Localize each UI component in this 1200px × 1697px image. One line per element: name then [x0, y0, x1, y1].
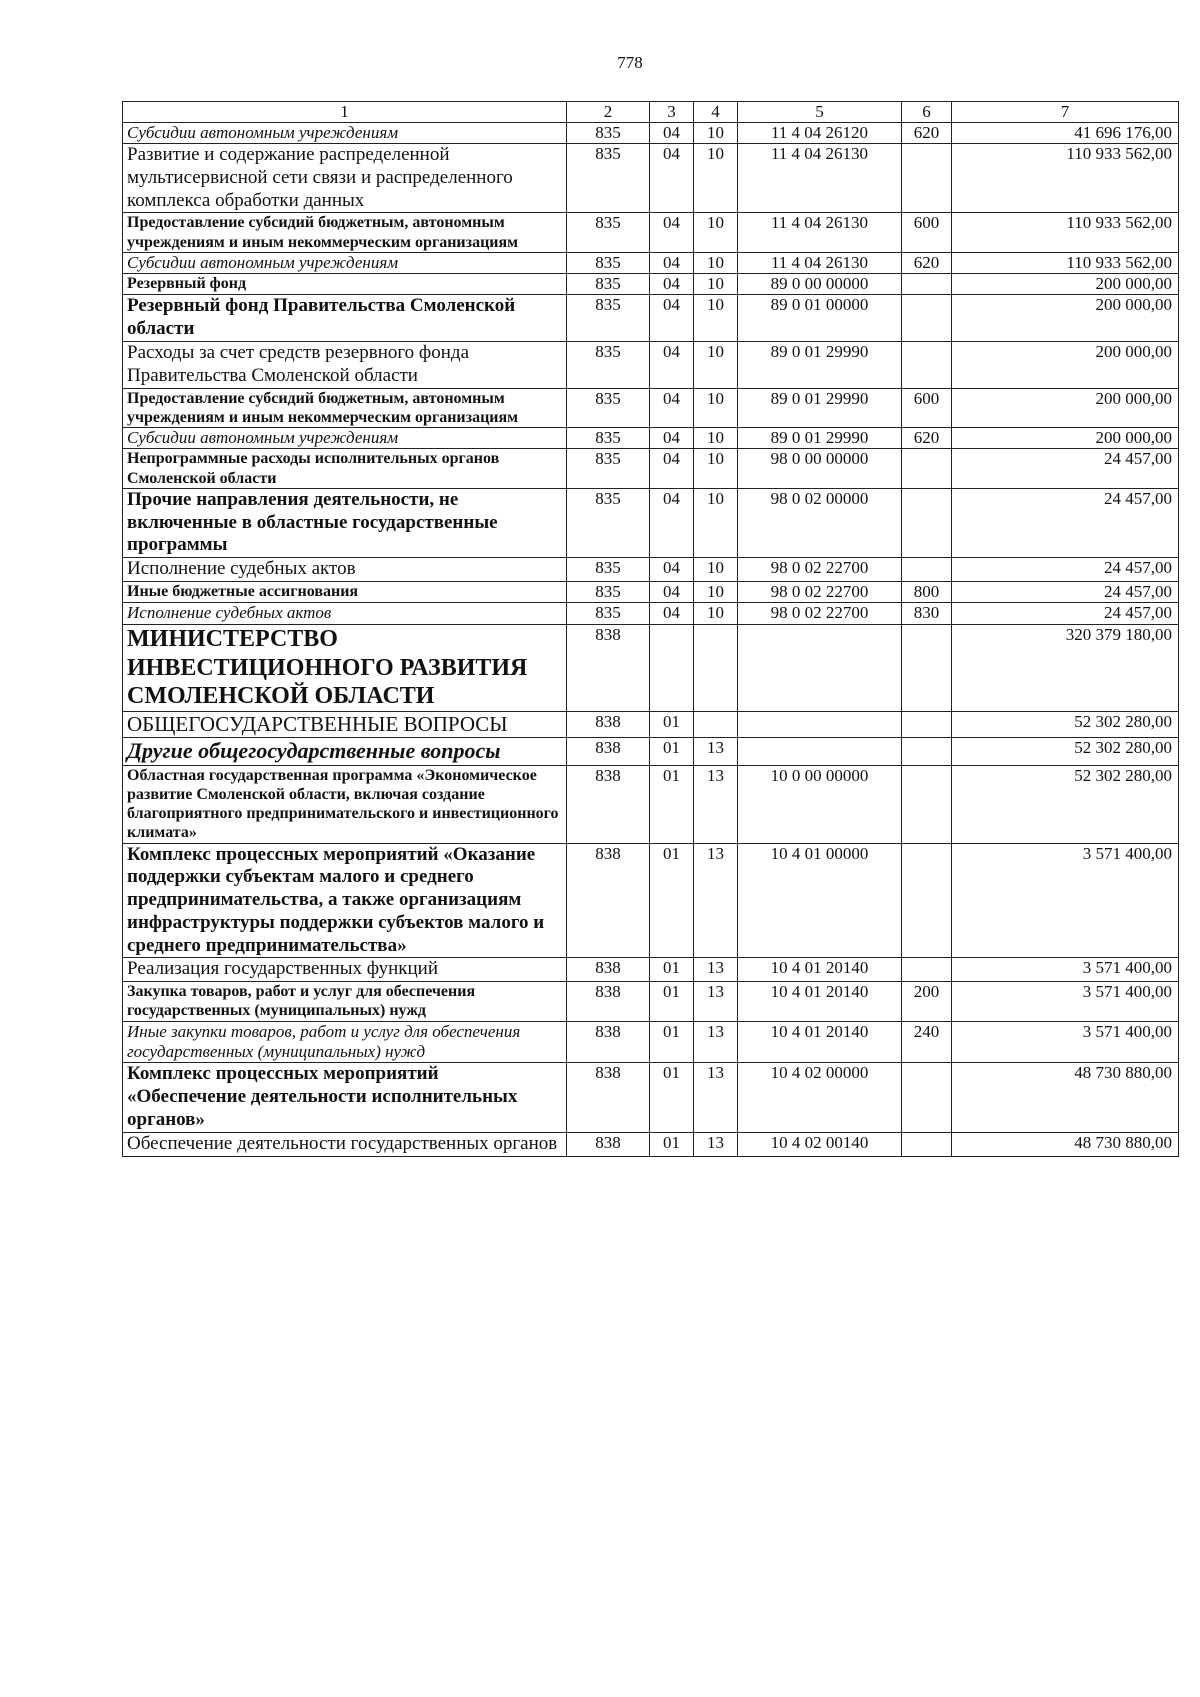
- admin-code-cell: 835: [567, 274, 650, 295]
- section-code-cell: 01: [650, 1132, 694, 1156]
- admin-code-cell: 838: [567, 624, 650, 711]
- subsection-code-cell: 13: [694, 1132, 738, 1156]
- target-article-cell: 89 0 01 29990: [738, 342, 902, 389]
- amount-cell: 24 457,00: [952, 449, 1179, 488]
- section-code-cell: 04: [650, 388, 694, 427]
- amount-cell: 24 457,00: [952, 603, 1179, 624]
- target-article-cell: 10 4 02 00140: [738, 1132, 902, 1156]
- admin-code-cell: 835: [567, 558, 650, 582]
- page-number: 778: [617, 53, 643, 72]
- section-code-cell: 04: [650, 488, 694, 557]
- subsection-code-cell: 10: [694, 252, 738, 273]
- row-name-cell: Иные закупки товаров, работ и услуг для обеспечения государственных (муниципальных) нужд: [123, 1021, 567, 1063]
- target-article-cell: 89 0 01 29990: [738, 428, 902, 449]
- header-cell: 3: [650, 102, 694, 123]
- section-code-cell: 01: [650, 765, 694, 843]
- expense-type-cell: 800: [902, 582, 952, 603]
- subsection-code-cell: 10: [694, 342, 738, 389]
- subsection-code-cell: 10: [694, 428, 738, 449]
- target-article-cell: 10 4 02 00000: [738, 1063, 902, 1132]
- admin-code-cell: 835: [567, 428, 650, 449]
- amount-cell: 200 000,00: [952, 342, 1179, 389]
- row-name-cell: Закупка товаров, работ и услуг для обеспечения государственных (муниципальных) нужд: [123, 982, 567, 1021]
- admin-code-cell: 835: [567, 582, 650, 603]
- subsection-code-cell: 13: [694, 1063, 738, 1132]
- section-code-cell: 01: [650, 982, 694, 1021]
- section-code-cell: [650, 624, 694, 711]
- expense-type-cell: [902, 738, 952, 765]
- subsection-code-cell: 10: [694, 143, 738, 212]
- expense-type-cell: 600: [902, 213, 952, 252]
- target-article-cell: [738, 738, 902, 765]
- admin-code-cell: 838: [567, 1132, 650, 1156]
- admin-code-cell: 835: [567, 603, 650, 624]
- admin-code-cell: 835: [567, 122, 650, 143]
- subsection-code-cell: 10: [694, 295, 738, 342]
- row-name-cell: Комплекс процессных мероприятий «Обеспечение деятельности исполнительных органов»: [123, 1063, 567, 1132]
- admin-code-cell: 838: [567, 1063, 650, 1132]
- amount-cell: 48 730 880,00: [952, 1063, 1179, 1132]
- amount-cell: 3 571 400,00: [952, 843, 1179, 958]
- amount-cell: 48 730 880,00: [952, 1132, 1179, 1156]
- row-name-cell: Исполнение судебных актов: [123, 558, 567, 582]
- section-code-cell: 01: [650, 712, 694, 738]
- admin-code-cell: 838: [567, 765, 650, 843]
- amount-cell: 200 000,00: [952, 428, 1179, 449]
- row-name-cell: ОБЩЕГОСУДАРСТВЕННЫЕ ВОПРОСЫ: [123, 712, 567, 738]
- row-name-cell: Субсидии автономным учреждениям: [123, 428, 567, 449]
- admin-code-cell: 838: [567, 843, 650, 958]
- amount-cell: 110 933 562,00: [952, 252, 1179, 273]
- subsection-code-cell: 10: [694, 449, 738, 488]
- section-code-cell: 01: [650, 1021, 694, 1063]
- amount-cell: 3 571 400,00: [952, 1021, 1179, 1063]
- table-row: [123, 388, 1179, 427]
- target-article-cell: 98 0 02 22700: [738, 558, 902, 582]
- section-code-cell: 04: [650, 603, 694, 624]
- header-cell: 4: [694, 102, 738, 123]
- section-code-cell: 01: [650, 738, 694, 765]
- expense-type-cell: 620: [902, 252, 952, 273]
- table-row: [123, 843, 1179, 958]
- amount-cell: 320 379 180,00: [952, 624, 1179, 711]
- amount-cell: 200 000,00: [952, 274, 1179, 295]
- admin-code-cell: 835: [567, 388, 650, 427]
- amount-cell: 52 302 280,00: [952, 765, 1179, 843]
- target-article-cell: 11 4 04 26130: [738, 143, 902, 212]
- row-name-cell: Областная государственная программа «Экономическое развитие Смоленской области, включая создание благоприятного предпринимательского и инвестиционного климата»: [123, 765, 567, 843]
- expense-type-cell: [902, 843, 952, 958]
- admin-code-cell: 838: [567, 738, 650, 765]
- row-name-cell: МИНИСТЕРСТВО ИНВЕСТИЦИОННОГО РАЗВИТИЯ СМОЛЕНСКОЙ ОБЛАСТИ: [123, 624, 567, 711]
- row-name-cell: Прочие направления деятельности, не включенные в областные государственные программы: [123, 488, 567, 557]
- expense-type-cell: [902, 958, 952, 982]
- subsection-code-cell: 10: [694, 274, 738, 295]
- target-article-cell: [738, 624, 902, 711]
- table-row: [123, 143, 1179, 212]
- table-row: [123, 342, 1179, 389]
- subsection-code-cell: 10: [694, 603, 738, 624]
- target-article-cell: 11 4 04 26120: [738, 122, 902, 143]
- table-row: [123, 982, 1179, 1021]
- amount-cell: 110 933 562,00: [952, 143, 1179, 212]
- section-code-cell: 04: [650, 449, 694, 488]
- subsection-code-cell: 10: [694, 488, 738, 557]
- table-row: [123, 488, 1179, 557]
- row-name-cell: Субсидии автономным учреждениям: [123, 252, 567, 273]
- subsection-code-cell: 10: [694, 582, 738, 603]
- expense-type-cell: [902, 449, 952, 488]
- header-cell: 5: [738, 102, 902, 123]
- expense-type-cell: 620: [902, 428, 952, 449]
- target-article-cell: 98 0 02 00000: [738, 488, 902, 557]
- header-cell: 1: [123, 102, 567, 123]
- admin-code-cell: 835: [567, 252, 650, 273]
- expense-type-cell: [902, 558, 952, 582]
- subsection-code-cell: 10: [694, 213, 738, 252]
- amount-cell: 110 933 562,00: [952, 213, 1179, 252]
- subsection-code-cell: 13: [694, 958, 738, 982]
- section-code-cell: 01: [650, 958, 694, 982]
- section-code-cell: 04: [650, 342, 694, 389]
- section-code-cell: 04: [650, 252, 694, 273]
- table-row: [123, 603, 1179, 624]
- table-row: [123, 295, 1179, 342]
- subsection-code-cell: 13: [694, 843, 738, 958]
- table-row: [123, 558, 1179, 582]
- table-row: [123, 1063, 1179, 1132]
- amount-cell: 24 457,00: [952, 488, 1179, 557]
- target-article-cell: 89 0 01 00000: [738, 295, 902, 342]
- table-row: [123, 712, 1179, 738]
- target-article-cell: 89 0 00 00000: [738, 274, 902, 295]
- admin-code-cell: 838: [567, 1021, 650, 1063]
- target-article-cell: 10 4 01 20140: [738, 1021, 902, 1063]
- header-cell: 2: [567, 102, 650, 123]
- admin-code-cell: 835: [567, 295, 650, 342]
- expense-type-cell: [902, 295, 952, 342]
- section-code-cell: 04: [650, 143, 694, 212]
- section-code-cell: 04: [650, 274, 694, 295]
- row-name-cell: Комплекс процессных мероприятий «Оказание поддержки субъектам малого и среднего предпринимательства, а также организациям инфраструктуры поддержки субъектов малого и среднего предпринимательства»: [123, 843, 567, 958]
- subsection-code-cell: 13: [694, 765, 738, 843]
- table-row: [123, 738, 1179, 765]
- row-name-cell: Резервный фонд: [123, 274, 567, 295]
- row-name-cell: Развитие и содержание распределенной мультисервисной сети связи и распределенного комплекса обработки данных: [123, 143, 567, 212]
- target-article-cell: 11 4 04 26130: [738, 213, 902, 252]
- row-name-cell: Обеспечение деятельности государственных органов: [123, 1132, 567, 1156]
- target-article-cell: 89 0 01 29990: [738, 388, 902, 427]
- target-article-cell: 10 4 01 20140: [738, 982, 902, 1021]
- expense-type-cell: 830: [902, 603, 952, 624]
- row-name-cell: Другие общегосударственные вопросы: [123, 738, 567, 765]
- subsection-code-cell: 10: [694, 558, 738, 582]
- target-article-cell: 98 0 02 22700: [738, 603, 902, 624]
- expense-type-cell: [902, 712, 952, 738]
- admin-code-cell: 838: [567, 712, 650, 738]
- amount-cell: 3 571 400,00: [952, 982, 1179, 1021]
- expense-type-cell: [902, 765, 952, 843]
- amount-cell: 200 000,00: [952, 388, 1179, 427]
- expense-type-cell: [902, 1063, 952, 1132]
- table-row: [123, 449, 1179, 488]
- section-code-cell: 04: [650, 295, 694, 342]
- row-name-cell: Предоставление субсидий бюджетным, автономным учреждениям и иным некоммерческим организациям: [123, 388, 567, 427]
- amount-cell: 52 302 280,00: [952, 712, 1179, 738]
- section-code-cell: 04: [650, 213, 694, 252]
- expense-type-cell: 240: [902, 1021, 952, 1063]
- subsection-code-cell: 10: [694, 388, 738, 427]
- table-row: [123, 252, 1179, 273]
- row-name-cell: Субсидии автономным учреждениям: [123, 122, 567, 143]
- admin-code-cell: 835: [567, 449, 650, 488]
- table-row: [123, 624, 1179, 711]
- expense-type-cell: 620: [902, 122, 952, 143]
- expense-type-cell: [902, 488, 952, 557]
- table-row: [123, 122, 1179, 143]
- target-article-cell: [738, 712, 902, 738]
- amount-cell: 200 000,00: [952, 295, 1179, 342]
- target-article-cell: 10 4 01 00000: [738, 843, 902, 958]
- subsection-code-cell: 13: [694, 982, 738, 1021]
- budget-table: [122, 101, 1179, 1157]
- admin-code-cell: 838: [567, 958, 650, 982]
- expense-type-cell: [902, 274, 952, 295]
- section-code-cell: 01: [650, 843, 694, 958]
- row-name-cell: Иные бюджетные ассигнования: [123, 582, 567, 603]
- amount-cell: 52 302 280,00: [952, 738, 1179, 765]
- section-code-cell: 04: [650, 122, 694, 143]
- row-name-cell: Резервный фонд Правительства Смоленской области: [123, 295, 567, 342]
- table-row: [123, 958, 1179, 982]
- subsection-code-cell: [694, 624, 738, 711]
- admin-code-cell: 838: [567, 982, 650, 1021]
- expense-type-cell: [902, 143, 952, 212]
- target-article-cell: 11 4 04 26130: [738, 252, 902, 273]
- target-article-cell: 10 0 00 00000: [738, 765, 902, 843]
- section-code-cell: 04: [650, 428, 694, 449]
- expense-type-cell: 200: [902, 982, 952, 1021]
- amount-cell: 3 571 400,00: [952, 958, 1179, 982]
- table-row: [123, 1132, 1179, 1156]
- subsection-code-cell: 13: [694, 1021, 738, 1063]
- target-article-cell: 98 0 02 22700: [738, 582, 902, 603]
- subsection-code-cell: [694, 712, 738, 738]
- admin-code-cell: 835: [567, 143, 650, 212]
- section-code-cell: 01: [650, 1063, 694, 1132]
- expense-type-cell: [902, 624, 952, 711]
- admin-code-cell: 835: [567, 488, 650, 557]
- section-code-cell: 04: [650, 558, 694, 582]
- table-row: [123, 1021, 1179, 1063]
- table-row: [123, 765, 1179, 843]
- table-header-row: [123, 102, 1179, 123]
- table-row: [123, 274, 1179, 295]
- section-code-cell: 04: [650, 582, 694, 603]
- subsection-code-cell: 13: [694, 738, 738, 765]
- expense-type-cell: [902, 1132, 952, 1156]
- table-row: [123, 582, 1179, 603]
- header-cell: 6: [902, 102, 952, 123]
- subsection-code-cell: 10: [694, 122, 738, 143]
- row-name-cell: Реализация государственных функций: [123, 958, 567, 982]
- target-article-cell: 10 4 01 20140: [738, 958, 902, 982]
- header-cell: 7: [952, 102, 1179, 123]
- target-article-cell: 98 0 00 00000: [738, 449, 902, 488]
- row-name-cell: Расходы за счет средств резервного фонда Правительства Смоленской области: [123, 342, 567, 389]
- amount-cell: 24 457,00: [952, 558, 1179, 582]
- expense-type-cell: [902, 342, 952, 389]
- row-name-cell: Исполнение судебных актов: [123, 603, 567, 624]
- amount-cell: 24 457,00: [952, 582, 1179, 603]
- row-name-cell: Предоставление субсидий бюджетным, автономным учреждениям и иным некоммерческим организациям: [123, 213, 567, 252]
- admin-code-cell: 835: [567, 342, 650, 389]
- table-row: [123, 213, 1179, 252]
- row-name-cell: Непрограммные расходы исполнительных органов Смоленской области: [123, 449, 567, 488]
- amount-cell: 41 696 176,00: [952, 122, 1179, 143]
- admin-code-cell: 835: [567, 213, 650, 252]
- expense-type-cell: 600: [902, 388, 952, 427]
- table-row: [123, 428, 1179, 449]
